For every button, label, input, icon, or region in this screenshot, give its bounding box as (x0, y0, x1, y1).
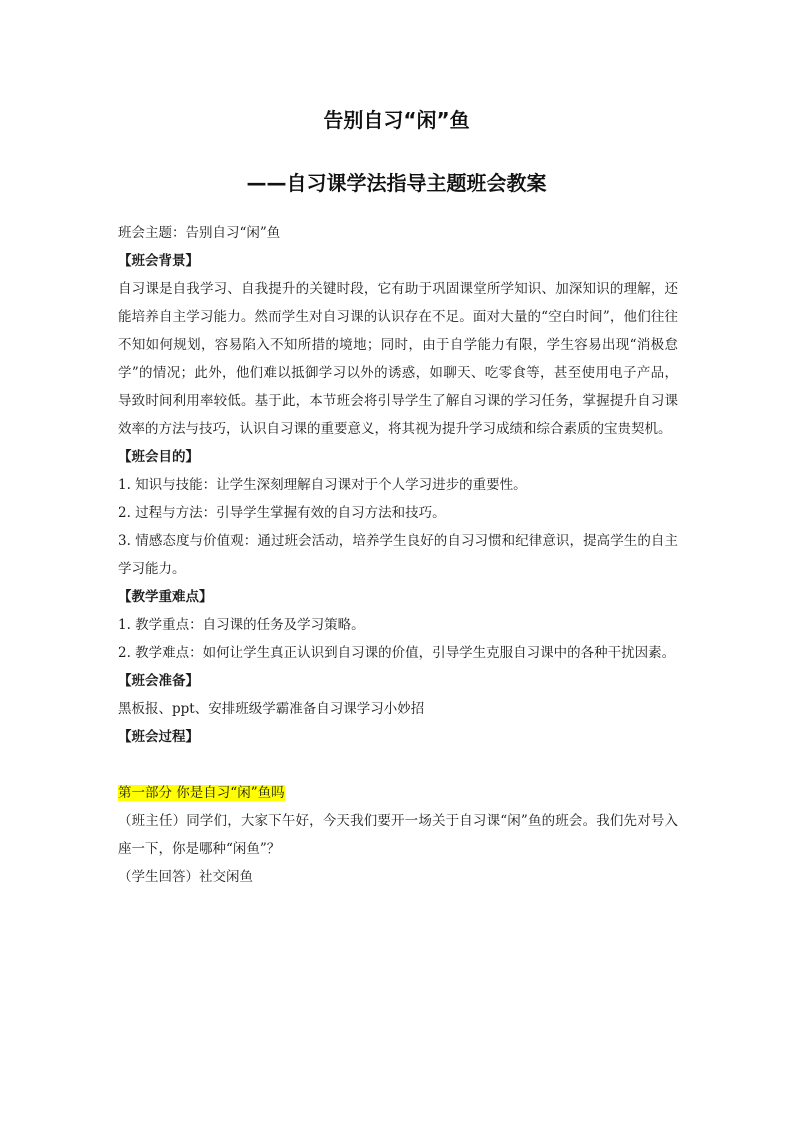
part1-title-highlight: 第一部分 你是自习“闲”鱼吗 (118, 785, 285, 801)
process-line: （学生回答）社交闲鱼 (118, 869, 253, 885)
goal-item: 1. 知识与技能：让学生深刻理解自习课对于个人学习进步的重要性。 (118, 477, 527, 493)
goal-item: 3. 情感态度与价值观：通过班会活动，培养学生良好的自习习惯和纪律意识，提高学生的自主学习能力。 (118, 533, 678, 577)
background-paragraph: 自习课是自我学习、自我提升的关键时段，它有助于巩固课堂所学知识、加深知识的理解，还能培养自主学习能力。然而学生对自习课的认识存在不足。面对大量的“空白时间”，他们往往不知如何规划，容易陷入不知所措的境地；同时，由于自学能力有限，学生容易出现“消极怠学”的情况；此外，他们难以抵御学习以外的诱惑，如聊天、吃零食等，甚至使用电子产品，导致时间利用率较低。基于此，本节班会将引导学生了解自习课的学习任务，掌握提升自习课效率的方法与技巧，认识自习课的重要意义，将其视为提升学习成绩和综合素质的宝贵契机。 (118, 281, 678, 437)
spacer (118, 751, 678, 779)
document-subtitle: ——自习课学法指导主题班会教案 (246, 171, 547, 195)
process-line: （班主任）同学们，大家下午好，今天我们要开一场关于自习课“闲”鱼的班会。我们先对号入座一下，你是哪种“闲鱼”？ (118, 813, 678, 857)
goal-item: 2. 过程与方法：引导学生掌握有效的自习方法和技巧。 (118, 505, 446, 521)
document-body (118, 219, 678, 891)
section-heading-background: 【班会背景】 (118, 253, 199, 269)
section-heading-goals: 【班会目的】 (118, 449, 199, 465)
key-point-item: 2. 教学难点：如何让学生真正认识到自习课的价值，引导学生克服自习课中的各种干扰因素。 (118, 645, 676, 661)
section-heading-process: 【班会过程】 (118, 729, 199, 745)
preparation-text: 黑板报、ppt、安排班级学霸准备自习课学习小妙招 (118, 701, 425, 717)
theme-line: 班会主题：告别自习“闲”鱼 (118, 225, 281, 241)
section-heading-preparation: 【班会准备】 (118, 673, 199, 689)
document-title: 告别自习“闲”鱼 (323, 108, 470, 132)
part1-title-line (118, 779, 678, 807)
key-point-item: 1. 教学重点：自习课的任务及学习策略。 (118, 617, 365, 633)
section-heading-key-points: 【教学重难点】 (118, 589, 213, 605)
